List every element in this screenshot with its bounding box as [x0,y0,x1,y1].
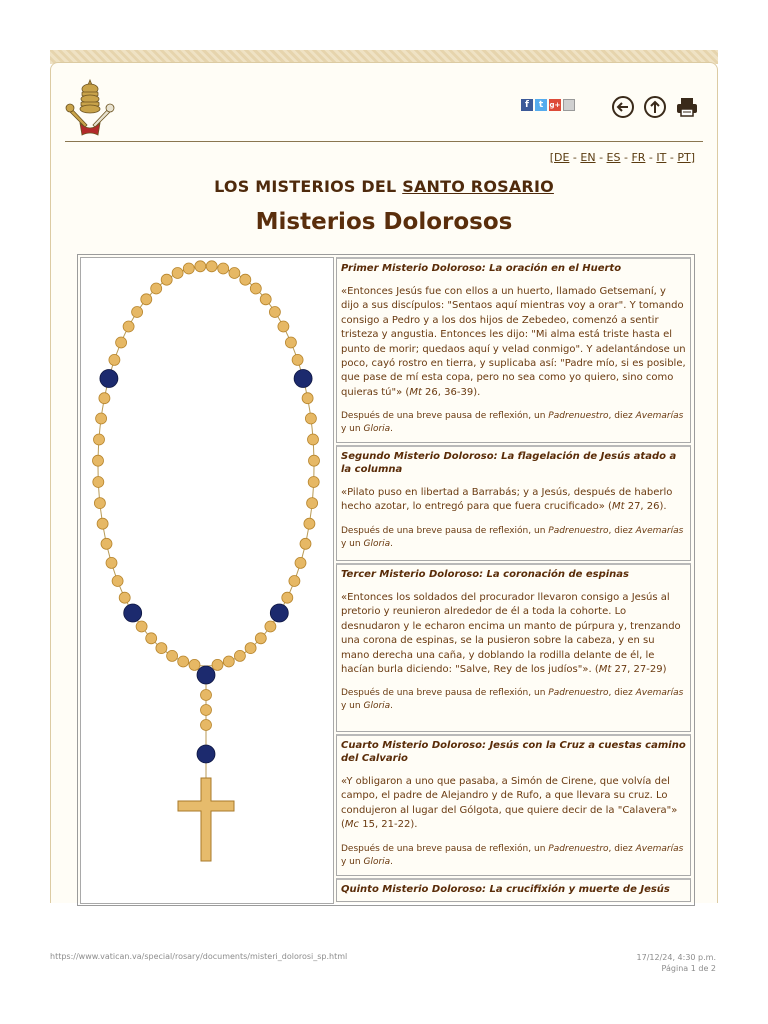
lang-de-link[interactable]: DE [554,151,570,164]
prayer-note: Después de una breve pausa de reflexión, un Padrenuestro, diez Avemarías y un Gloria. [341,688,684,712]
rosary-bead [151,283,162,294]
rosary-bead [109,354,120,365]
rosary-bead [308,477,319,488]
page-title: Misterios Dolorosos [255,209,513,235]
rosary-bead [292,354,303,365]
rosary-bead [167,650,178,661]
rosary-bead [300,538,311,549]
print-footer-date [637,952,716,974]
back-arrow-icon[interactable] [611,95,635,119]
twitter-icon[interactable]: t [535,99,547,111]
rosary-bead [250,283,261,294]
mystery-title: Segundo Misterio Doloroso: La flagelación de Jesús atado a la columna [341,451,677,475]
mystery-title: Tercer Misterio Doloroso: La coronación de espinas [341,569,630,580]
footer-datetime: 17/12/24, 4:30 p.m. [636,953,716,962]
lang-pt-link[interactable]: PT [677,151,691,164]
rosary-bead [305,413,316,424]
prayer-note: Después de una breve pausa de reflexión, un Padrenuestro, diez Avemarías y un Gloria. [341,525,684,549]
rosary-bead [269,307,280,318]
printer-icon[interactable] [675,95,699,119]
mysteries-column [336,257,691,904]
mystery-cell-1 [336,257,691,443]
rosary-bead-large [197,745,215,763]
rosary-bead [285,337,296,348]
rosary-bead [97,518,108,529]
rosary-bead [245,643,256,654]
rosary-bead [94,498,105,509]
rosary-bead [189,659,200,670]
rosary-bead [289,576,300,587]
rosary-bead [201,720,212,731]
rosary-bead [265,621,276,632]
rosary-bead-large [270,604,288,622]
rosary-bead [206,261,217,272]
language-selector: [DE - EN - ES - FR - IT - PT] [549,151,695,164]
rosary-bead [212,659,223,670]
papal-coat-of-arms-logo [65,77,115,137]
rosary-bead [308,434,319,445]
subtitle-prefix: LOS MISTERIOS DEL [214,177,397,196]
mysteries-table [77,254,695,906]
rosary-bead [195,261,206,272]
rosary-cross [178,778,234,861]
rosary-bead [161,274,172,285]
rosary-bead [278,321,289,332]
rosary-bead [112,576,123,587]
mystery-text: «Pilato puso en libertad a Barrabás; y a Jesús, después de haberlo hecho azotar, lo entregó para que fuera crucificado» (Mt 27, 26). [341,487,673,513]
rosary-image [81,258,331,901]
rosary-bead [101,538,112,549]
page-frame [50,62,718,903]
rosary-bead [255,633,266,644]
rosary-bead [96,413,107,424]
rosary-bead [218,263,229,274]
rosary-bead [119,592,130,603]
googleplus-icon[interactable]: g+ [549,101,561,109]
rosary-bead [229,268,240,279]
lang-it-link[interactable]: IT [656,151,667,164]
rosary-bead [260,294,271,305]
rosary-bead [201,690,212,701]
rosary-bead-large [294,370,312,388]
rosary-bead [106,557,117,568]
rosary-bead [123,321,134,332]
rosary-bead-large [124,604,142,622]
rosary-bead [234,650,245,661]
lang-fr-link[interactable]: FR [631,151,646,164]
rosary-bead [136,621,147,632]
email-icon[interactable] [563,99,575,111]
rosary-bead [304,518,315,529]
rosary-bead [116,337,127,348]
mystery-title: Quinto Misterio Doloroso: La crucifixión y muerte de Jesús [341,884,670,895]
lang-en-link[interactable]: EN [580,151,596,164]
up-arrow-icon[interactable] [643,95,667,119]
rosary-bead [172,268,183,279]
rosary-bead [146,633,157,644]
rosary-bead [99,393,110,404]
rosary-bead [156,643,167,654]
mystery-text: «Entonces Jesús fue con ellos a un huerto, llamado Getsemaní, y dijo a sus discípulos: "Sentaos aquí mientras voy a orar". Y tomando consigo a Pedro y a los dos hijos de Zebedeo, comenzó a sentir tristeza y angustia. Entonces les dijo: "Mi alma está triste hasta el punto de morir; quedaos aquí y velad conmigo". Y adelantándose un poco, cayó rostro en tierra, y suplicaba así: "Padre mío, si es posible, que pase de mí esta copa, pero no sea como yo quiero, sino como quieras tú"» (Mt 26, 36-39). [341,286,686,398]
rosary-bead [93,455,104,466]
santo-rosario-link[interactable]: SANTO ROSARIO [402,177,554,196]
social-share-bar [521,99,575,111]
rosary-bead [309,455,320,466]
prayer-note: Después de una breve pausa de reflexión, un Padrenuestro, diez Avemarías y un Gloria. [341,411,684,435]
rosary-bead [183,263,194,274]
rosary-bead [223,656,234,667]
rosary-bead [201,705,212,716]
rosary-bead [307,498,318,509]
rosary-bead [282,592,293,603]
rosary-bead [141,294,152,305]
rosary-bead [295,557,306,568]
prayer-note: Después de una breve pausa de reflexión, un Padrenuestro, diez Avemarías y un Gloria. [341,843,684,867]
mystery-title: Cuarto Misterio Doloroso: Jesús con la Cruz a cuestas camino del Calvario [341,740,686,764]
page-subtitle [51,177,717,196]
rosary-bead-large [197,666,215,684]
lang-es-link[interactable]: ES [606,151,621,164]
header-divider [65,141,703,142]
rosary-bead [302,393,313,404]
mystery-title: Primer Misterio Doloroso: La oración en el Huerto [341,263,622,274]
mystery-cell-2 [336,445,691,561]
rosary-bead [94,434,105,445]
mystery-cell-3 [336,563,691,732]
mystery-text: «Y obligaron a uno que pasaba, a Simón de Cirene, que volvía del campo, el padre de Alejandro y de Rufo, a que llevara su cruz. Lo condujeron al lugar del Gólgota, que quiere decir de la "Calavera"» (Mc 15, 21-22). [341,776,678,831]
rosary-bead [93,477,104,488]
rosary-image-cell [80,257,334,904]
rosary-bead [240,274,251,285]
mystery-text: «Entonces los soldados del procurador llevaron consigo a Jesús al pretorio y reunieron alrededor de él a toda la cohorte. Lo desnudaron y le echaron encima un manto de púrpura y, trenzando una corona de espinas, se la pusieron sobre la cabeza, y en su mano derecha una caña, y doblando la rodilla delante de él, le hacían burla diciendo: "Salve, Rey de los judíos"». (Mt 27, 27-29) [341,592,681,676]
print-footer-url: https://www.vatican.va/special/rosary/documents/misteri_dolorosi_sp.html [50,952,348,961]
footer-page-number: Página 1 de 2 [661,964,716,973]
rosary-bead [132,307,143,318]
rosary-bead [178,656,189,667]
mystery-cell-5 [336,878,691,902]
mystery-cell-4 [336,734,691,876]
rosary-bead-large [100,370,118,388]
facebook-icon[interactable]: f [521,99,533,111]
